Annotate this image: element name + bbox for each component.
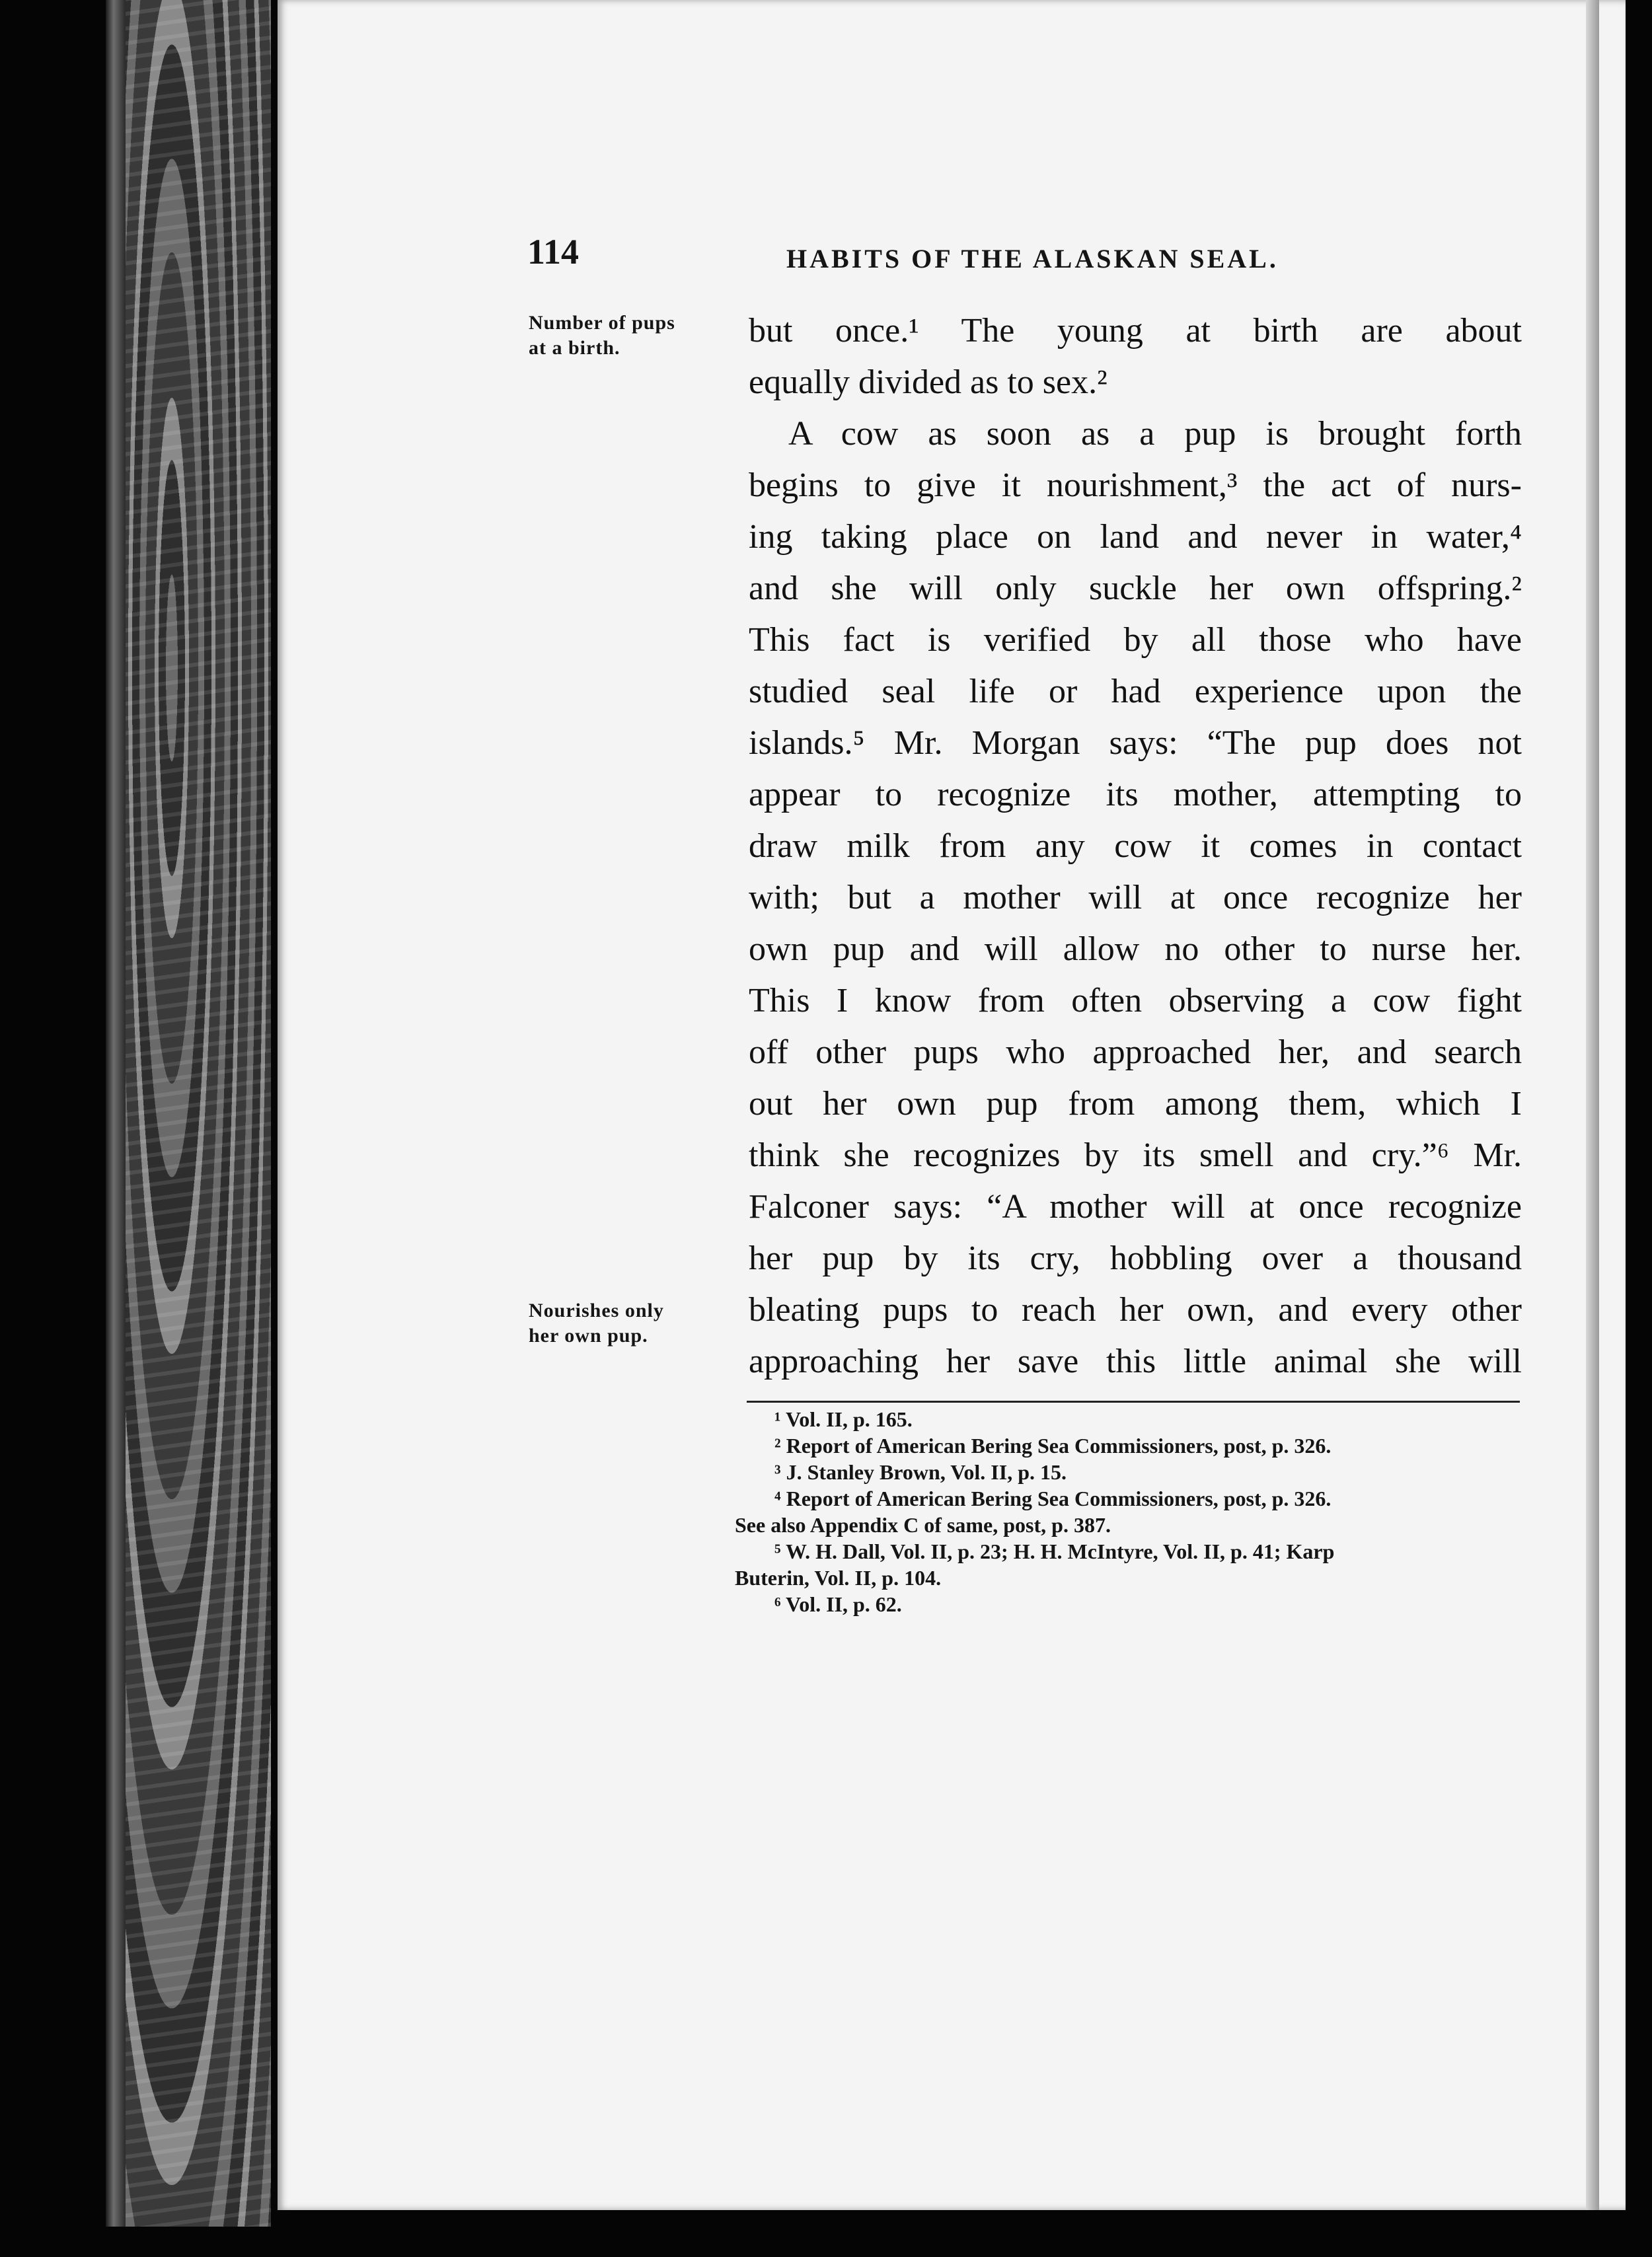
body-line: out her own pup from among them, which I [749, 1085, 1522, 1123]
sidenote-line: Number of pups [529, 312, 675, 334]
footnotes [735, 1406, 1521, 1617]
footnote: ⁴ Report of American Bering Sea Commissioners, post, p. 326. [774, 1487, 1332, 1510]
book-spine [106, 0, 126, 2227]
body-line: appear to recognize its mother, attempting to [749, 776, 1522, 813]
sidenote-line: Nourishes only [529, 1300, 664, 1321]
footnote: Buterin, Vol. II, p. 104. [735, 1566, 942, 1590]
body-line: think she recognizes by its smell and cry.”⁶ Mr. [749, 1136, 1522, 1174]
footnote: ² Report of American Bering Sea Commissioners, post, p. 326. [774, 1434, 1332, 1458]
body-line: her pup by its cry, hobbling over a thousand [749, 1240, 1522, 1277]
body-line: islands.⁵ Mr. Morgan says: “The pup does not [749, 724, 1522, 762]
footnote: See also Appendix C of same, post, p. 387. [735, 1513, 1111, 1537]
footnote: ¹ Vol. II, p. 165. [774, 1407, 913, 1431]
body-line: studied seal life or had experience upon the [749, 673, 1522, 710]
footnote-divider [747, 1401, 1520, 1403]
body-text [749, 305, 1522, 1388]
body-line: approaching her save this little animal she will [749, 1343, 1522, 1380]
body-line: This fact is verified by all those who have [749, 621, 1522, 659]
sidenote-line: her own pup. [529, 1325, 648, 1347]
running-head: HABITS OF THE ALASKAN SEAL. [786, 244, 1279, 274]
body-line: This I know from often observing a cow fight [749, 982, 1522, 1019]
body-line: but once.¹ The young at birth are about [749, 312, 1522, 350]
marbled-book-edge [106, 0, 271, 2227]
body-line: own pup and will allow no other to nurse her. [749, 930, 1522, 968]
body-line: draw milk from any cow it comes in contact [749, 827, 1522, 865]
body-line: A cow as soon as a pup is brought forth [788, 415, 1522, 453]
page-right-edge [1586, 0, 1599, 2210]
footnote: ⁶ Vol. II, p. 62. [774, 1592, 902, 1616]
sidenote-number-of-pups [529, 311, 675, 361]
sidenote-line: at a birth. [529, 337, 620, 359]
body-line: equally divided as to sex.² [749, 363, 1108, 401]
body-line: with; but a mother will at once recognize her [749, 879, 1522, 916]
footnote: ³ J. Stanley Brown, Vol. II, p. 15. [774, 1460, 1067, 1484]
sidenote-nourishes-own-pup [529, 1298, 664, 1349]
page-number: 114 [527, 232, 580, 272]
footnote: ⁵ W. H. Dall, Vol. II, p. 23; H. H. McIntyre, Vol. II, p. 41; Karp [774, 1539, 1335, 1563]
body-line: ing taking place on land and never in water,⁴ [749, 518, 1522, 556]
body-line: Falconer says: “A mother will at once recognize [749, 1188, 1522, 1226]
body-line: begins to give it nourishment,³ the act of nurs- [749, 466, 1522, 504]
body-line: and she will only suckle her own offspring.² [749, 570, 1522, 607]
body-line: off other pups who approached her, and search [749, 1033, 1522, 1071]
body-line: bleating pups to reach her own, and every other [749, 1291, 1522, 1329]
